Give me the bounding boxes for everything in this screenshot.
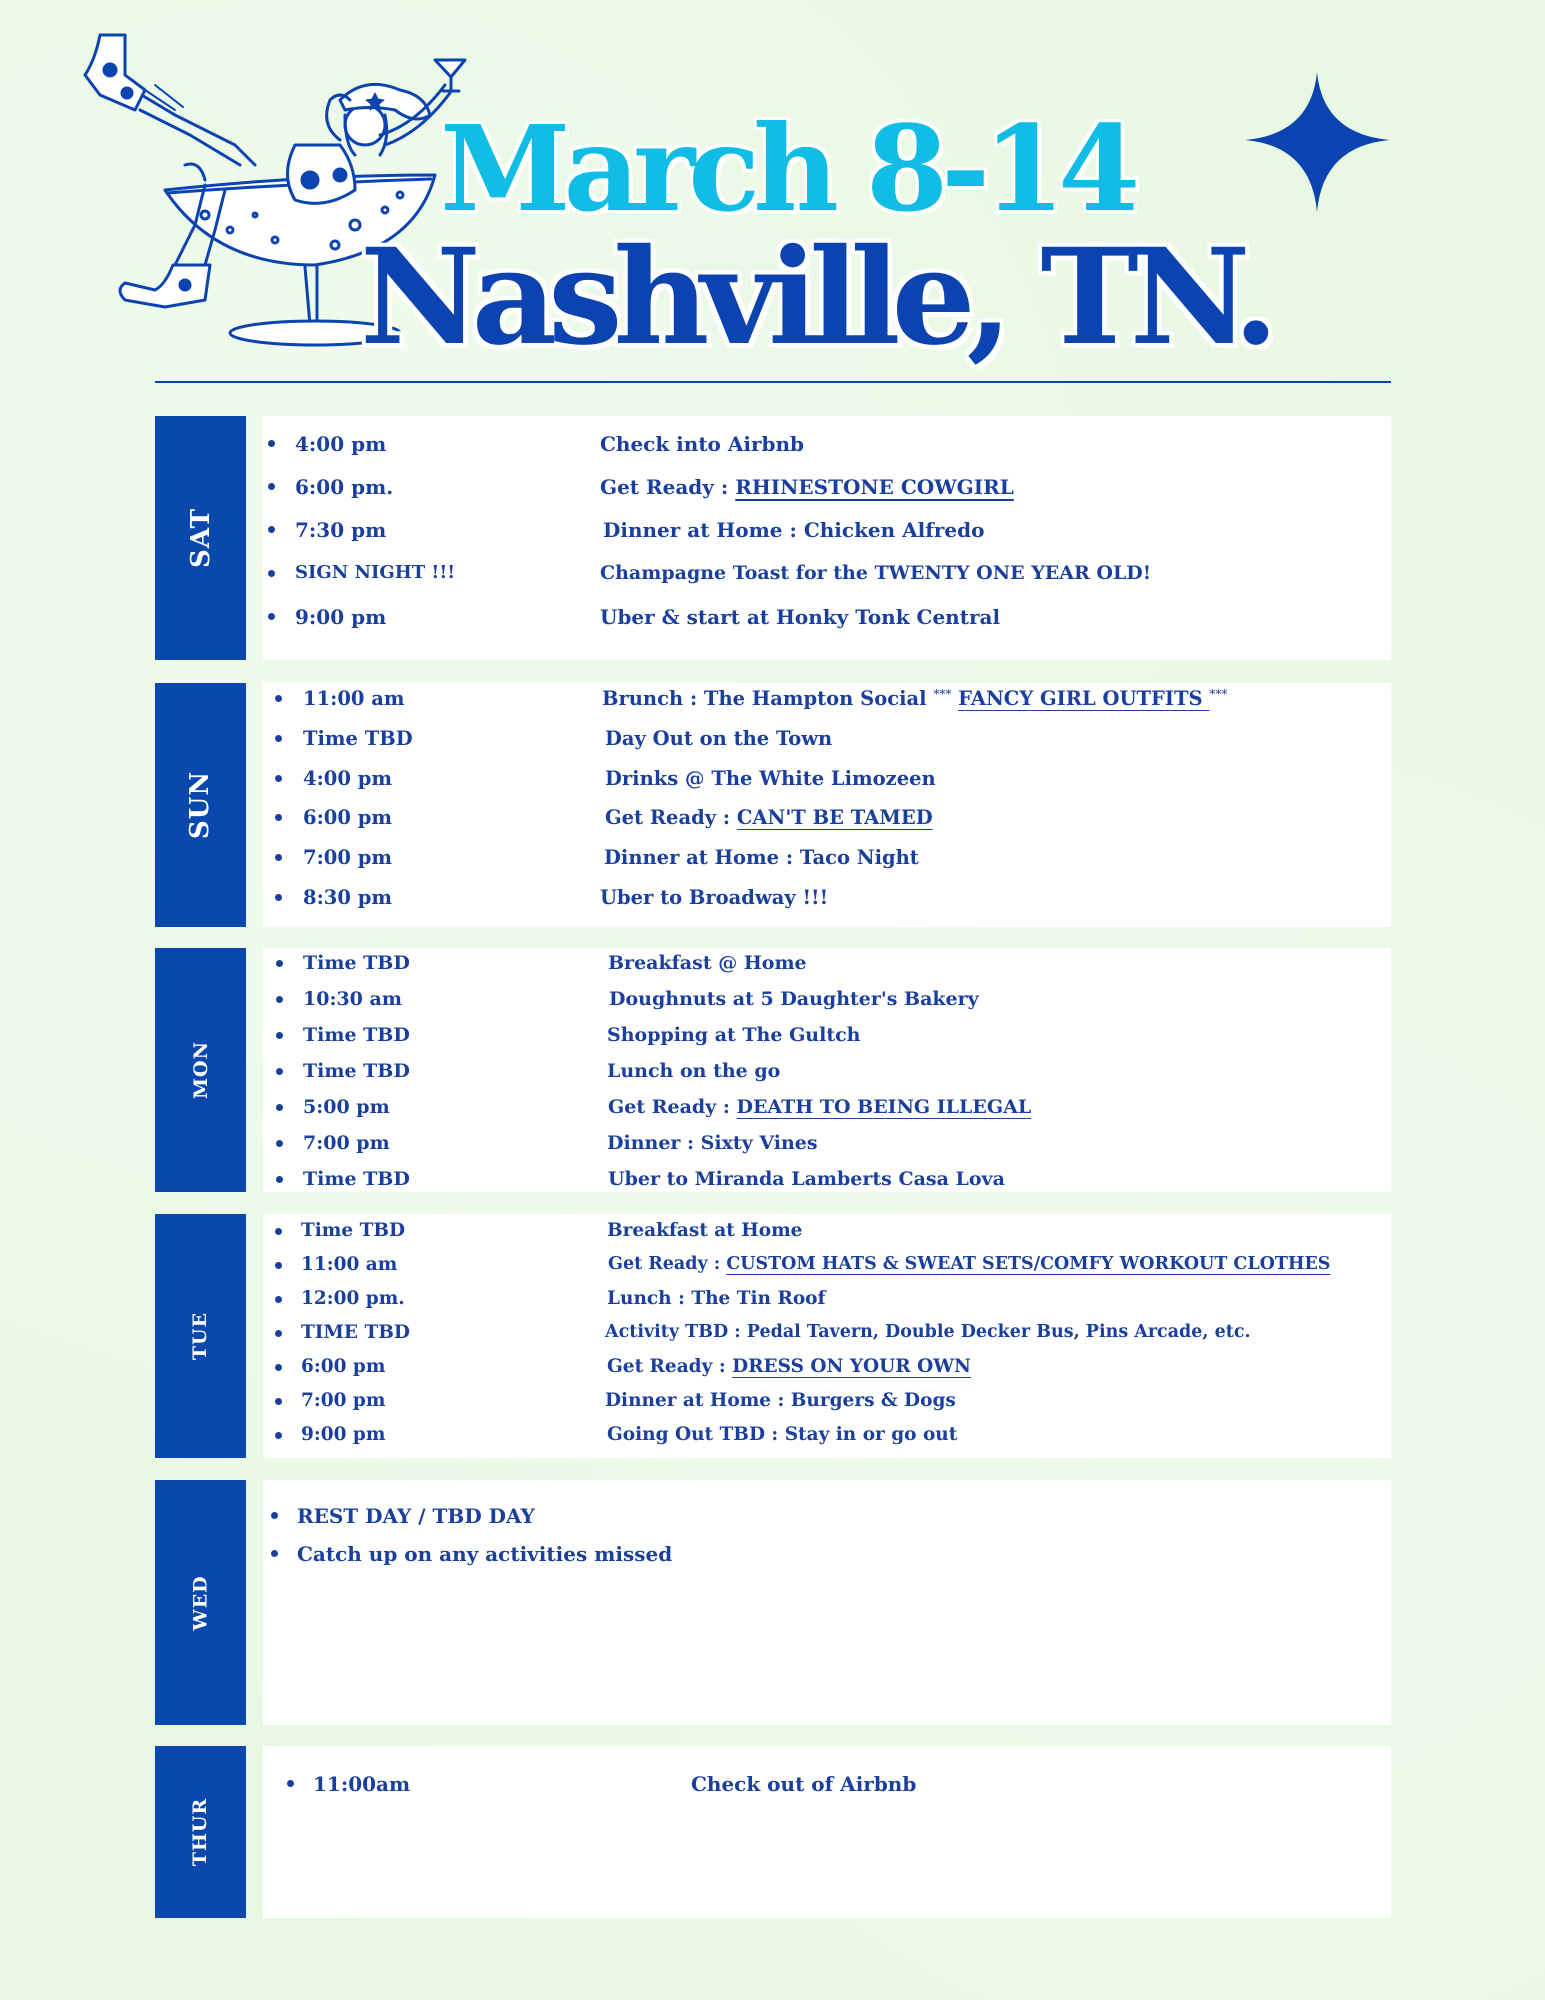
schedule-row bbox=[263, 1768, 1391, 1798]
day-tab-wed bbox=[155, 1480, 246, 1725]
schedule-time: 11:00 am bbox=[303, 687, 405, 710]
outfit-theme: FANCY GIRL OUTFITS bbox=[958, 687, 1210, 710]
schedule-row bbox=[263, 882, 1391, 912]
schedule-time: 6:00 pm. bbox=[295, 475, 394, 499]
schedule-row bbox=[263, 1092, 1391, 1122]
four-point-star-icon bbox=[1245, 72, 1390, 217]
bullet bbox=[275, 1398, 282, 1405]
schedule-activity: Shopping at The Gultch bbox=[607, 1024, 861, 1046]
bullet bbox=[268, 440, 275, 447]
schedule-activity: Drinks @ The White Limozeen bbox=[605, 767, 936, 790]
trip-city-title: Nashville, TN. bbox=[360, 220, 1270, 375]
bullet bbox=[268, 526, 275, 533]
schedule-time: Time TBD bbox=[301, 1220, 406, 1241]
bullet bbox=[276, 1140, 283, 1147]
outfit-theme: RHINESTONE COWGIRL bbox=[735, 475, 1014, 499]
schedule-row bbox=[263, 1284, 1391, 1314]
bullet bbox=[275, 1432, 282, 1439]
schedule-time: 9:00 pm bbox=[301, 1424, 386, 1445]
schedule-row bbox=[263, 763, 1391, 793]
day-label: MON bbox=[189, 1041, 212, 1099]
schedule-time: 7:00 pm bbox=[303, 846, 392, 869]
bullet bbox=[276, 1068, 283, 1075]
schedule-time: Time TBD bbox=[303, 1024, 410, 1046]
schedule-activity: Dinner at Home : Burgers & Dogs bbox=[605, 1390, 956, 1411]
schedule-time: 8:30 pm bbox=[303, 886, 392, 909]
schedule-time: 4:00 pm bbox=[303, 767, 392, 790]
schedule-time: 12:00 pm. bbox=[301, 1288, 405, 1309]
schedule-activity: Lunch : The Tin Roof bbox=[607, 1288, 826, 1309]
schedule-activity: Uber & start at Honky Tonk Central bbox=[600, 605, 1001, 629]
schedule-row bbox=[263, 558, 1391, 588]
schedule-row bbox=[263, 1020, 1391, 1050]
outfit-theme: CAN'T BE TAMED bbox=[736, 806, 933, 829]
schedule-time: Time TBD bbox=[303, 1060, 410, 1082]
day-panel-tue bbox=[263, 1214, 1391, 1458]
schedule-time: 7:30 pm bbox=[295, 518, 387, 542]
schedule-row bbox=[263, 1164, 1391, 1194]
schedule-activity: Check out of Airbnb bbox=[691, 1772, 917, 1796]
bullet bbox=[276, 1032, 283, 1039]
day-tab-thur bbox=[155, 1746, 246, 1918]
day-panel-thur bbox=[263, 1746, 1391, 1918]
day-tab-sat bbox=[155, 416, 246, 660]
schedule-activity: Champagne Toast for the TWENTY ONE YEAR OLD! bbox=[600, 562, 1152, 584]
schedule-activity: Activity TBD : Pedal Tavern, Double Decker Bus, Pins Arcade, etc. bbox=[605, 1322, 1251, 1342]
schedule-row bbox=[263, 1318, 1391, 1348]
schedule-row bbox=[263, 1352, 1391, 1382]
schedule-row bbox=[263, 723, 1391, 753]
outfit-theme: DEATH TO BEING ILLEGAL bbox=[736, 1096, 1032, 1118]
schedule-activity: Uber to Broadway !!! bbox=[600, 886, 829, 909]
day-label: SUN bbox=[185, 770, 216, 840]
schedule-activity: REST DAY / TBD DAY bbox=[297, 1504, 535, 1528]
schedule-row bbox=[263, 428, 1391, 458]
schedule-row bbox=[263, 1250, 1391, 1280]
schedule-activity: Breakfast at Home bbox=[607, 1220, 803, 1241]
schedule-row bbox=[263, 948, 1391, 978]
bullet bbox=[275, 894, 282, 901]
outfit-theme: DRESS ON YOUR OWN bbox=[732, 1356, 971, 1377]
schedule-activity: Check into Airbnb bbox=[600, 432, 805, 456]
schedule-activity: Dinner at Home : Chicken Alfredo bbox=[603, 518, 985, 542]
bullet bbox=[275, 695, 282, 702]
schedule-activity: Get Ready : RHINESTONE COWGIRL bbox=[600, 475, 1014, 499]
day-label: SAT bbox=[185, 508, 216, 568]
bullet bbox=[271, 1512, 278, 1519]
schedule-activity: Get Ready : CUSTOM HATS & SWEAT SETS/COMFY WORKOUT CLOTHES bbox=[608, 1254, 1331, 1274]
day-label: THUR bbox=[189, 1797, 212, 1867]
schedule-activity: Uber to Miranda Lamberts Casa Lova bbox=[608, 1168, 1005, 1190]
bullet bbox=[276, 1104, 283, 1111]
schedule-time: 6:00 pm bbox=[301, 1356, 386, 1377]
schedule-time: Time TBD bbox=[303, 1168, 410, 1190]
schedule-activity: Breakfast @ Home bbox=[608, 952, 807, 974]
schedule-row bbox=[263, 1386, 1391, 1416]
bullet bbox=[275, 1330, 282, 1337]
schedule-time: Time TBD bbox=[303, 727, 413, 750]
schedule-time: 11:00 am bbox=[301, 1254, 398, 1275]
bullet bbox=[268, 613, 275, 620]
schedule-activity: Get Ready : DEATH TO BEING ILLEGAL bbox=[608, 1096, 1032, 1118]
schedule-time: 6:00 pm bbox=[303, 806, 392, 829]
schedule-time: Time TBD bbox=[303, 952, 410, 974]
day-label: WED bbox=[189, 1574, 212, 1631]
bullet bbox=[275, 1364, 282, 1371]
schedule-row bbox=[263, 1420, 1391, 1450]
bullet bbox=[271, 1550, 278, 1557]
schedule-time: 7:00 pm bbox=[303, 1132, 390, 1154]
bullet bbox=[268, 483, 275, 490]
schedule-row bbox=[263, 1216, 1391, 1246]
bullet bbox=[275, 1262, 282, 1269]
day-tab-mon bbox=[155, 948, 246, 1192]
trip-dates-title: March 8-14 bbox=[440, 99, 1134, 238]
schedule-activity: Dinner at Home : Taco Night bbox=[604, 846, 919, 869]
schedule-row bbox=[263, 842, 1391, 872]
schedule-activity: Day Out on the Town bbox=[605, 727, 833, 750]
bullet bbox=[275, 735, 282, 742]
schedule-activity: Get Ready : CAN'T BE TAMED bbox=[605, 806, 933, 829]
bullet bbox=[275, 854, 282, 861]
schedule-time: SIGN NIGHT !!! bbox=[295, 562, 456, 583]
day-tab-sun bbox=[155, 683, 246, 927]
bullet bbox=[276, 996, 283, 1003]
schedule-activity: Lunch on the go bbox=[607, 1060, 781, 1082]
schedule-activity: Going Out TBD : Stay in or go out bbox=[607, 1424, 958, 1445]
schedule-time: 10:30 am bbox=[303, 988, 402, 1010]
day-panel-wed bbox=[263, 1480, 1391, 1725]
schedule-activity: Doughnuts at 5 Daughter's Bakery bbox=[609, 988, 979, 1010]
schedule-row bbox=[263, 471, 1391, 501]
schedule-row bbox=[263, 683, 1391, 713]
day-panel-sat bbox=[263, 416, 1391, 660]
schedule-row bbox=[263, 802, 1391, 832]
schedule-row bbox=[263, 514, 1391, 544]
bullet bbox=[287, 1780, 294, 1787]
bullet bbox=[276, 960, 283, 967]
bullet bbox=[275, 775, 282, 782]
outfit-theme: CUSTOM HATS & SWEAT SETS/COMFY WORKOUT CLOTHES bbox=[726, 1254, 1331, 1274]
bullet bbox=[268, 570, 275, 577]
schedule-time: 11:00am bbox=[313, 1772, 411, 1796]
schedule-row bbox=[263, 984, 1391, 1014]
schedule-activity: Catch up on any activities missed bbox=[297, 1542, 673, 1566]
schedule-activity: Dinner : Sixty Vines bbox=[607, 1132, 818, 1154]
schedule-row bbox=[263, 1056, 1391, 1086]
day-panel-mon bbox=[263, 948, 1391, 1192]
schedule-time: 9:00 pm bbox=[295, 605, 387, 629]
schedule-time: TIME TBD bbox=[301, 1322, 410, 1343]
schedule-row bbox=[263, 1538, 1391, 1568]
schedule-time: 5:00 pm bbox=[303, 1096, 390, 1118]
schedule-row bbox=[263, 1128, 1391, 1158]
bullet bbox=[275, 1228, 282, 1235]
schedule-time: 4:00 pm bbox=[295, 432, 387, 456]
header-divider bbox=[155, 381, 1391, 383]
bullet bbox=[276, 1176, 283, 1183]
day-panel-sun bbox=[263, 683, 1391, 927]
bullet bbox=[275, 814, 282, 821]
schedule-activity: Brunch : The Hampton Social *** FANCY GIRL OUTFITS *** bbox=[602, 687, 1228, 710]
day-label: TUE bbox=[189, 1311, 212, 1361]
day-tab-tue bbox=[155, 1214, 246, 1458]
schedule-time: 7:00 pm bbox=[301, 1390, 386, 1411]
schedule-activity: Get Ready : DRESS ON YOUR OWN bbox=[607, 1356, 971, 1377]
schedule-row bbox=[263, 601, 1391, 631]
bullet bbox=[275, 1296, 282, 1303]
schedule-row bbox=[263, 1500, 1391, 1530]
